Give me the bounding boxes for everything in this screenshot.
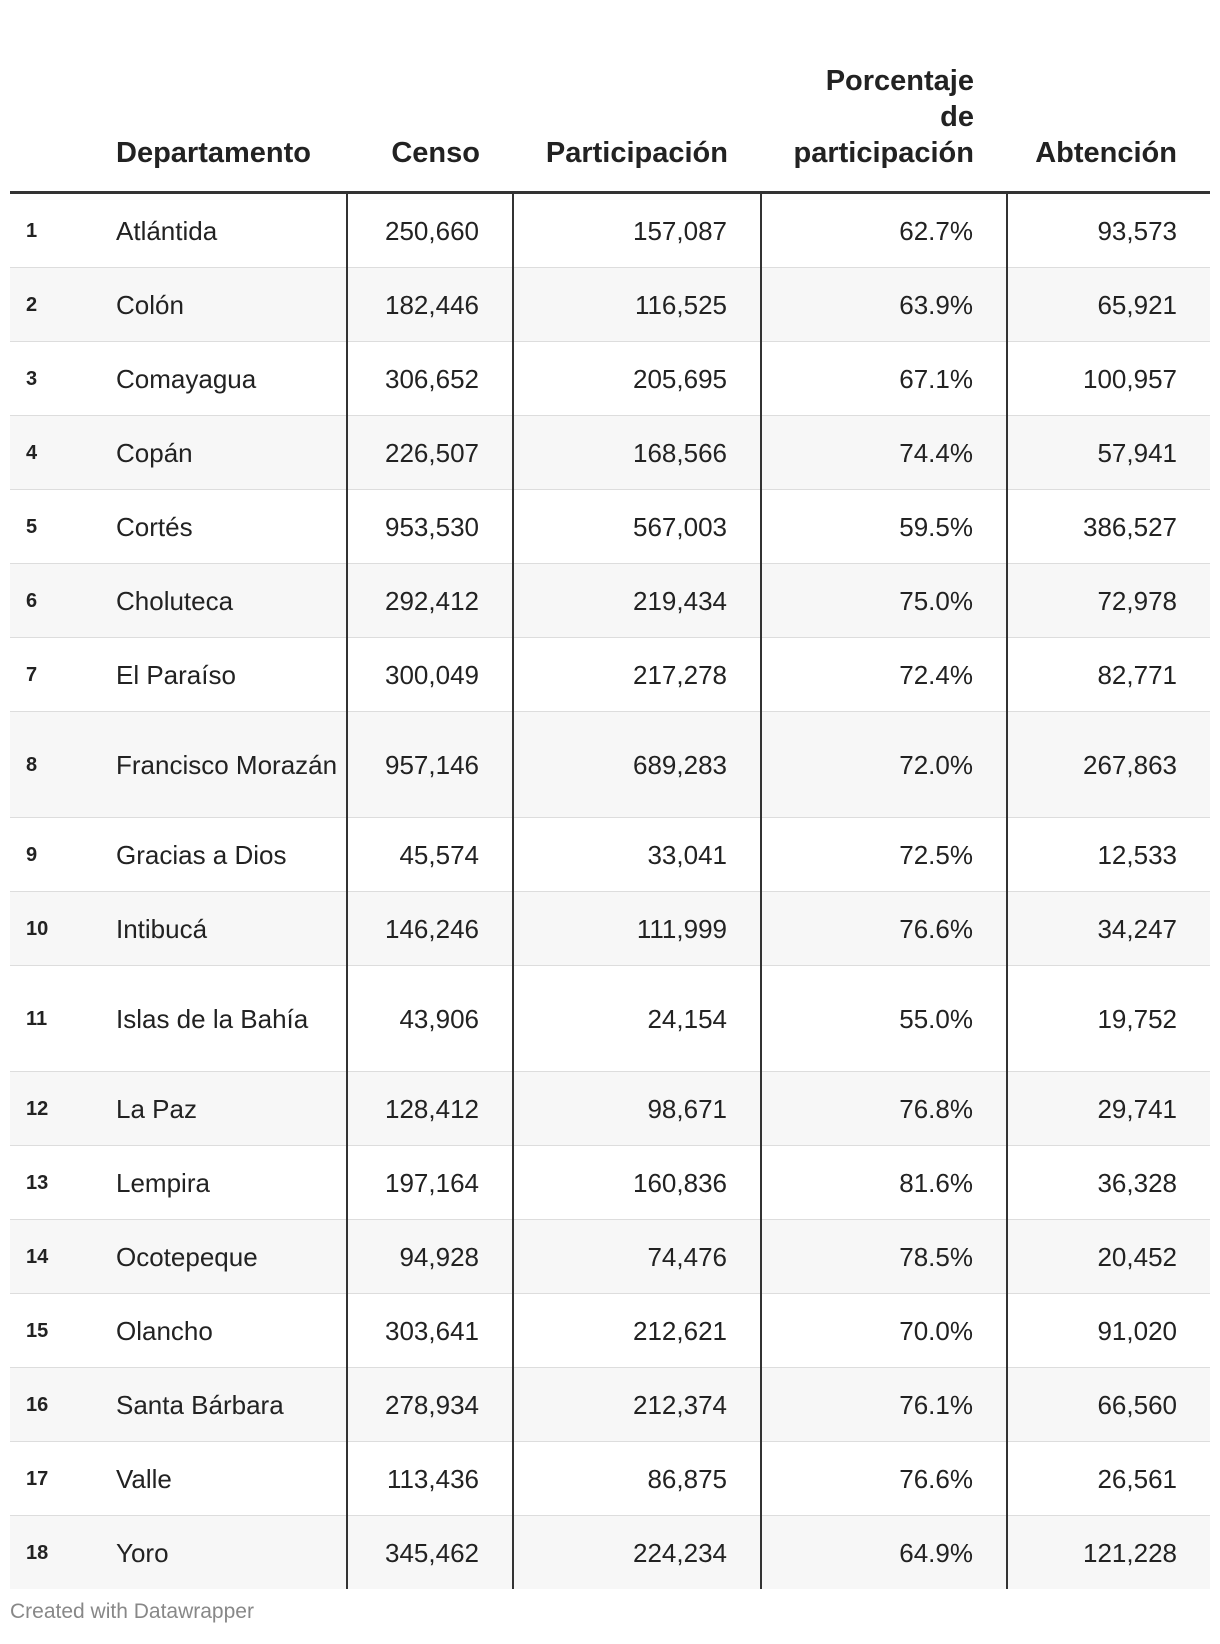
header-row [10, 0, 1210, 193]
table-row [10, 712, 1210, 818]
row-porcentaje: 72.5% [761, 818, 1007, 892]
row-rank: 9 [10, 818, 110, 892]
row-departamento: La Paz [110, 1072, 347, 1146]
row-censo: 226,507 [347, 416, 513, 490]
row-rank: 4 [10, 416, 110, 490]
row-rank: 16 [10, 1368, 110, 1442]
row-rank: 18 [10, 1516, 110, 1590]
table-row [10, 416, 1210, 490]
table-row [10, 818, 1210, 892]
table-row [10, 564, 1210, 638]
table-row [10, 1442, 1210, 1516]
row-participacion: 33,041 [513, 818, 761, 892]
row-participacion: 689,283 [513, 712, 761, 818]
row-departamento: Choluteca [110, 564, 347, 638]
row-departamento: Lempira [110, 1146, 347, 1220]
row-porcentaje: 62.7% [761, 193, 1007, 268]
table-row [10, 1220, 1210, 1294]
row-abstencion: 66,560 [1007, 1368, 1210, 1442]
row-censo: 953,530 [347, 490, 513, 564]
row-censo: 345,462 [347, 1516, 513, 1590]
row-abstencion: 121,228 [1007, 1516, 1210, 1590]
row-porcentaje: 76.6% [761, 1442, 1007, 1516]
data-table [10, 0, 1210, 1589]
row-censo: 182,446 [347, 268, 513, 342]
row-participacion: 98,671 [513, 1072, 761, 1146]
row-porcentaje: 81.6% [761, 1146, 1007, 1220]
row-abstencion: 65,921 [1007, 268, 1210, 342]
row-censo: 300,049 [347, 638, 513, 712]
table-row [10, 268, 1210, 342]
row-abstencion: 267,863 [1007, 712, 1210, 818]
row-censo: 45,574 [347, 818, 513, 892]
header-participacion[interactable]: Participación [513, 0, 761, 193]
table-row [10, 1146, 1210, 1220]
row-rank: 1 [10, 193, 110, 268]
row-abstencion: 36,328 [1007, 1146, 1210, 1220]
row-rank: 7 [10, 638, 110, 712]
table-row [10, 1294, 1210, 1368]
row-censo: 197,164 [347, 1146, 513, 1220]
header-departamento[interactable]: Departamento [110, 0, 347, 193]
row-participacion: 74,476 [513, 1220, 761, 1294]
row-porcentaje: 72.0% [761, 712, 1007, 818]
row-participacion: 24,154 [513, 966, 761, 1072]
row-rank: 10 [10, 892, 110, 966]
row-abstencion: 82,771 [1007, 638, 1210, 712]
row-porcentaje: 55.0% [761, 966, 1007, 1072]
row-abstencion: 100,957 [1007, 342, 1210, 416]
row-censo: 250,660 [347, 193, 513, 268]
row-departamento: Atlántida [110, 193, 347, 268]
row-rank: 8 [10, 712, 110, 818]
table-row [10, 966, 1210, 1072]
row-porcentaje: 76.8% [761, 1072, 1007, 1146]
row-censo: 292,412 [347, 564, 513, 638]
row-participacion: 212,621 [513, 1294, 761, 1368]
row-participacion: 217,278 [513, 638, 761, 712]
row-porcentaje: 70.0% [761, 1294, 1007, 1368]
table-row [10, 342, 1210, 416]
row-rank: 6 [10, 564, 110, 638]
row-participacion: 86,875 [513, 1442, 761, 1516]
row-participacion: 160,836 [513, 1146, 761, 1220]
row-participacion: 224,234 [513, 1516, 761, 1590]
row-censo: 278,934 [347, 1368, 513, 1442]
footer-credit: Created with Datawrapper [10, 1600, 254, 1623]
table-body [10, 193, 1210, 1590]
row-rank: 5 [10, 490, 110, 564]
row-censo: 306,652 [347, 342, 513, 416]
row-censo: 146,246 [347, 892, 513, 966]
table-row [10, 638, 1210, 712]
row-censo: 957,146 [347, 712, 513, 818]
row-porcentaje: 72.4% [761, 638, 1007, 712]
row-porcentaje: 75.0% [761, 564, 1007, 638]
header-porcentaje[interactable] [761, 0, 1007, 193]
row-porcentaje: 78.5% [761, 1220, 1007, 1294]
row-participacion: 111,999 [513, 892, 761, 966]
row-departamento: Comayagua [110, 342, 347, 416]
table-row [10, 1368, 1210, 1442]
row-departamento: Copán [110, 416, 347, 490]
row-rank: 11 [10, 966, 110, 1072]
row-departamento: Islas de la Bahía [110, 966, 347, 1072]
row-rank: 2 [10, 268, 110, 342]
row-rank: 3 [10, 342, 110, 416]
row-departamento: Gracias a Dios [110, 818, 347, 892]
table-row [10, 193, 1210, 268]
table-row [10, 1516, 1210, 1590]
row-departamento: Ocotepeque [110, 1220, 347, 1294]
row-porcentaje: 67.1% [761, 342, 1007, 416]
row-departamento: El Paraíso [110, 638, 347, 712]
row-departamento: Intibucá [110, 892, 347, 966]
row-abstencion: 72,978 [1007, 564, 1210, 638]
row-censo: 43,906 [347, 966, 513, 1072]
row-censo: 94,928 [347, 1220, 513, 1294]
row-abstencion: 26,561 [1007, 1442, 1210, 1516]
row-censo: 128,412 [347, 1072, 513, 1146]
row-censo: 303,641 [347, 1294, 513, 1368]
row-departamento: Francisco Morazán [110, 712, 347, 818]
row-porcentaje: 76.1% [761, 1368, 1007, 1442]
row-participacion: 157,087 [513, 193, 761, 268]
row-departamento: Santa Bárbara [110, 1368, 347, 1442]
row-abstencion: 91,020 [1007, 1294, 1210, 1368]
row-participacion: 212,374 [513, 1368, 761, 1442]
row-departamento: Valle [110, 1442, 347, 1516]
row-participacion: 168,566 [513, 416, 761, 490]
header-porcentaje-label: Porcentaje de participación [793, 65, 974, 169]
table-row [10, 892, 1210, 966]
row-abstencion: 12,533 [1007, 818, 1210, 892]
row-abstencion: 386,527 [1007, 490, 1210, 564]
row-rank: 15 [10, 1294, 110, 1368]
row-porcentaje: 59.5% [761, 490, 1007, 564]
row-rank: 17 [10, 1442, 110, 1516]
row-porcentaje: 76.6% [761, 892, 1007, 966]
row-porcentaje: 63.9% [761, 268, 1007, 342]
header-censo[interactable]: Censo [347, 0, 513, 193]
row-departamento: Yoro [110, 1516, 347, 1590]
row-censo: 113,436 [347, 1442, 513, 1516]
row-participacion: 205,695 [513, 342, 761, 416]
row-participacion: 219,434 [513, 564, 761, 638]
row-abstencion: 29,741 [1007, 1072, 1210, 1146]
row-departamento: Olancho [110, 1294, 347, 1368]
row-porcentaje: 74.4% [761, 416, 1007, 490]
row-abstencion: 93,573 [1007, 193, 1210, 268]
row-abstencion: 20,452 [1007, 1220, 1210, 1294]
table-row [10, 1072, 1210, 1146]
row-departamento: Cortés [110, 490, 347, 564]
row-rank: 13 [10, 1146, 110, 1220]
row-abstencion: 57,941 [1007, 416, 1210, 490]
row-departamento: Colón [110, 268, 347, 342]
header-rank [10, 0, 110, 193]
row-rank: 12 [10, 1072, 110, 1146]
table-row [10, 490, 1210, 564]
header-abstencion[interactable]: Abtención [1007, 0, 1210, 193]
row-participacion: 116,525 [513, 268, 761, 342]
data-table-container [10, 0, 1210, 1589]
row-porcentaje: 64.9% [761, 1516, 1007, 1590]
row-participacion: 567,003 [513, 490, 761, 564]
row-rank: 14 [10, 1220, 110, 1294]
row-abstencion: 34,247 [1007, 892, 1210, 966]
row-abstencion: 19,752 [1007, 966, 1210, 1072]
